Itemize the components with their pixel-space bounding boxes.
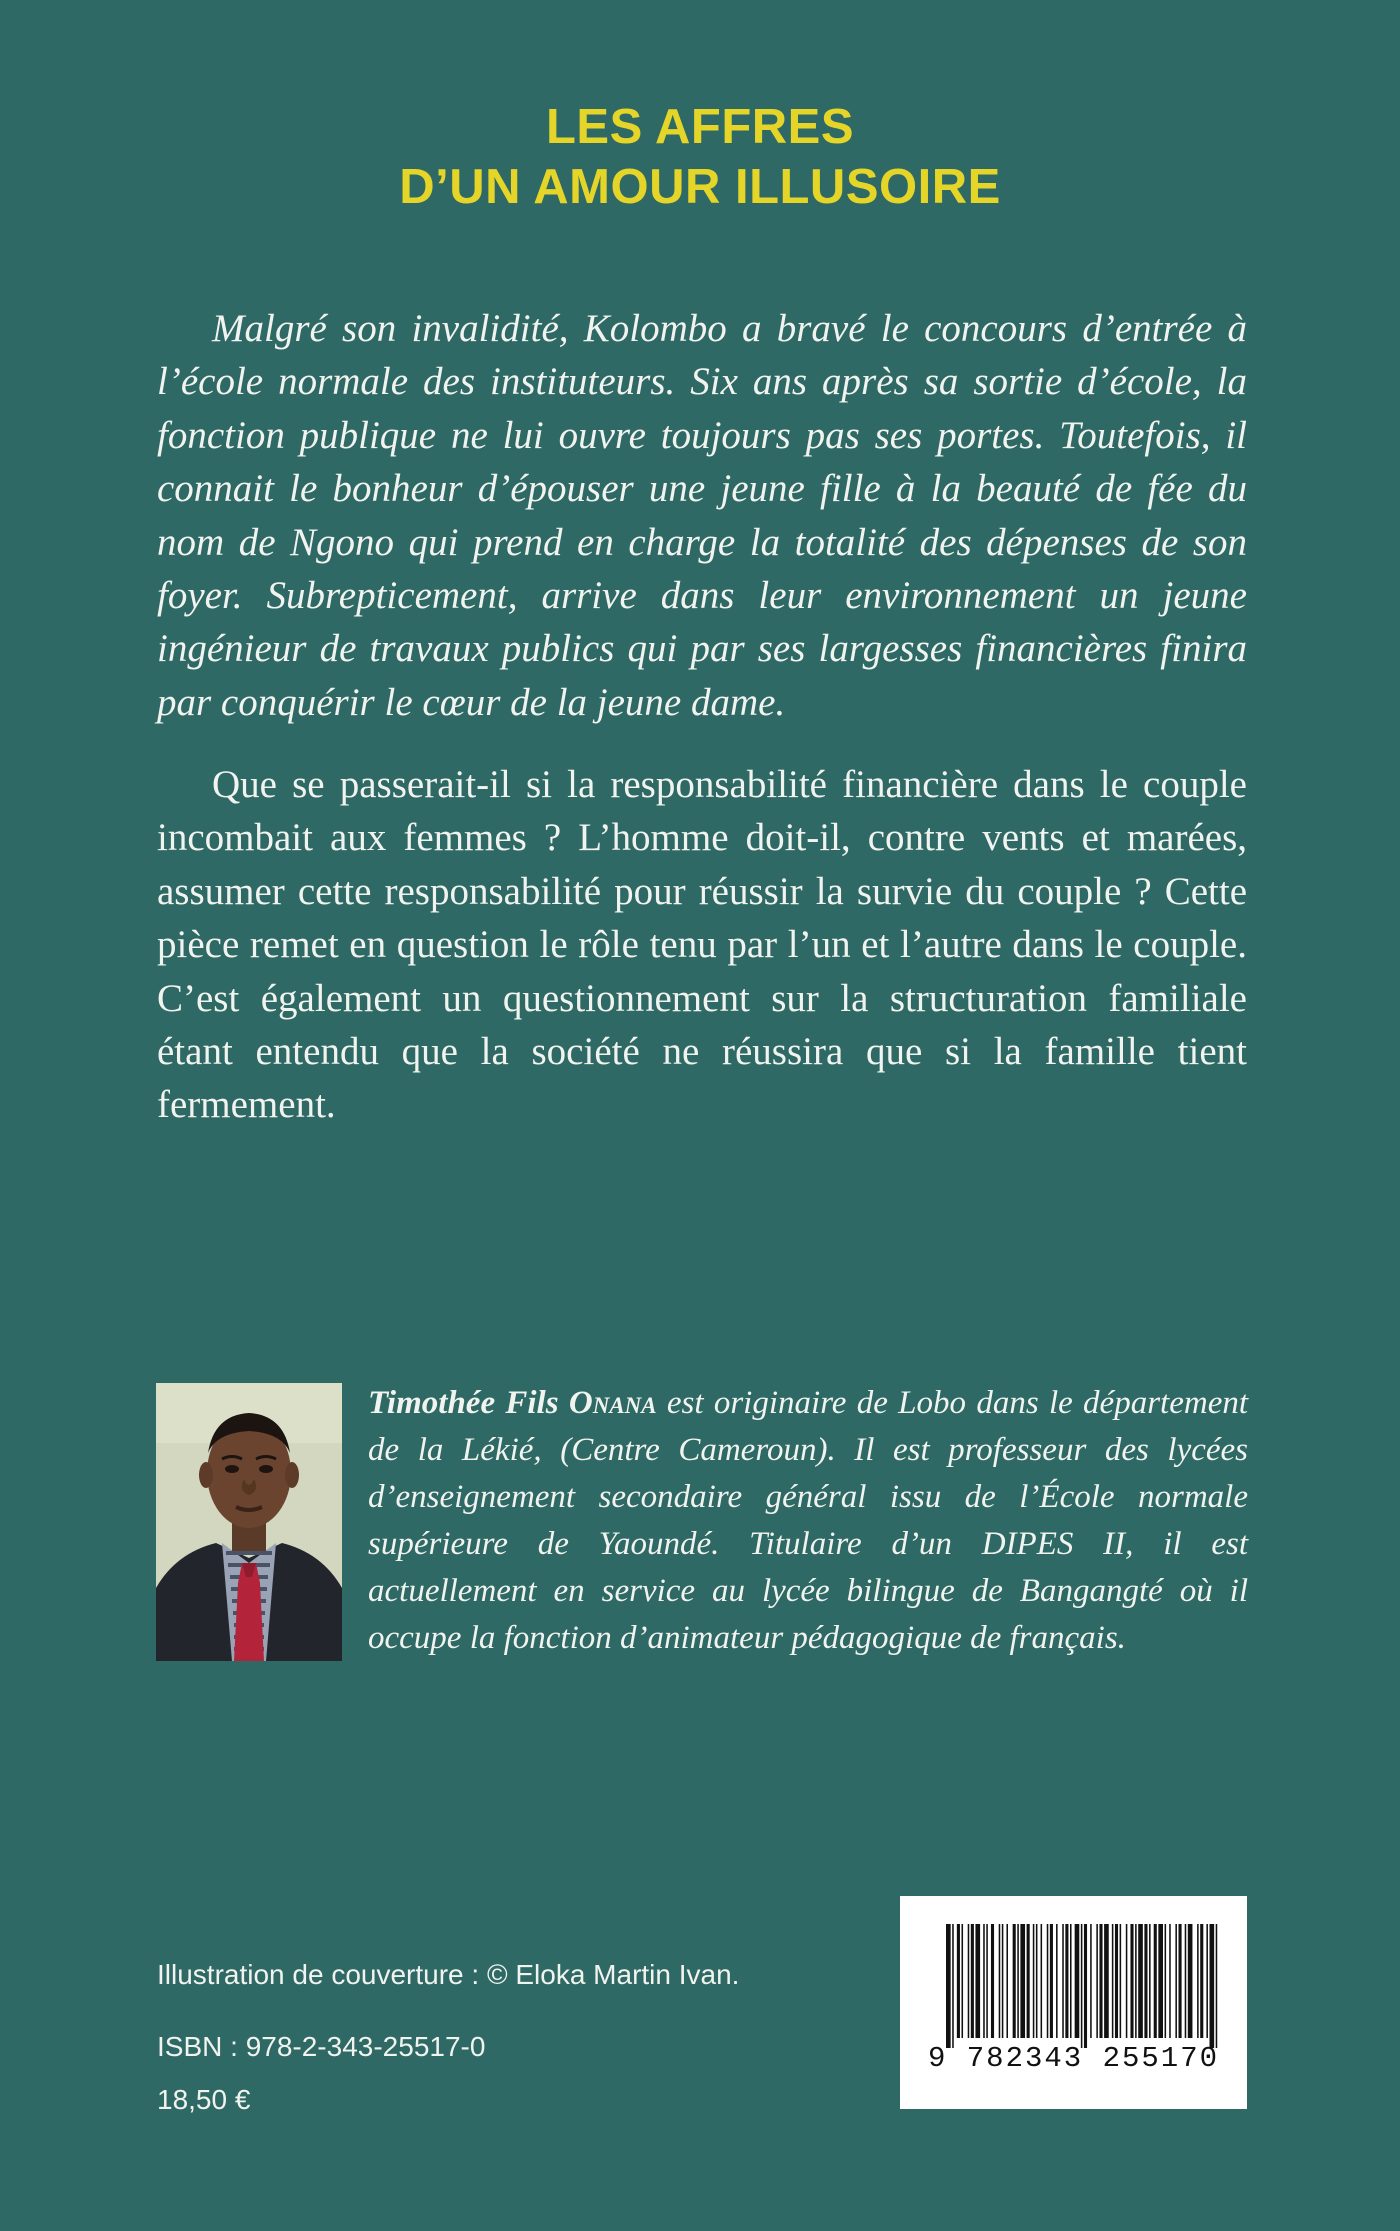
summary-paragraph: Malgré son invalidité, Kolombo a bravé le concours d’entrée à l’école normale des instituteurs. Six ans après sa sortie d’école, la fonction publique ne lui ouvre toujours pas ses portes. Toutefois, il connait le bonheur d’épouser une jeune fille à la beauté de fée du nom de Ngono qui prend en charge la totalité des dépenses de son foyer. Subrepticement, arrive dans leur environnement un jeune ingénieur de travaux publics qui par ses largesses financières finira par conquérir le cœur de la jeune dame. (157, 307, 1247, 724)
barcode-bar (1206, 1924, 1208, 2038)
author-first-names: Timothée Fils (368, 1385, 559, 1421)
book-title (0, 97, 1400, 217)
barcode-bar (1002, 1924, 1004, 2038)
barcode-bar (1036, 1924, 1038, 2038)
barcode-bar (1027, 1924, 1030, 2038)
illustration-credit: Illustration de couverture : © Eloka Martin Ivan. (157, 1959, 740, 1990)
barcode-bar (1047, 1924, 1049, 2038)
barcode-bar (1013, 1924, 1016, 2038)
barcode-bar (1075, 1924, 1080, 2038)
book-title-line-2: D’UN AMOUR ILLUSOIRE (399, 160, 1001, 214)
barcode-bar (1062, 1924, 1064, 2038)
barcode-bar (1144, 1924, 1147, 2038)
barcode-bar (1158, 1924, 1163, 2038)
barcode-bar (1120, 1924, 1122, 2038)
barcode-bar (1149, 1924, 1151, 2038)
barcode-bar (1096, 1924, 1098, 2038)
barcode-bar (1006, 1924, 1008, 2038)
barcode-bar (1056, 1924, 1058, 2038)
barcode-bar (986, 1924, 988, 2038)
barcode-bar (1200, 1924, 1203, 2038)
barcode-bar (952, 1924, 954, 2048)
barcode-bar (1070, 1924, 1072, 2038)
barcode-bar (1130, 1924, 1133, 2038)
author-photo (156, 1383, 342, 1661)
barcode-bar (968, 1924, 970, 2038)
barcode-bar (983, 1924, 985, 2038)
book-title-line-1: LES AFFRES (545, 100, 855, 154)
barcode-bar (1216, 1924, 1218, 2048)
barcode-bar (1138, 1924, 1143, 2038)
barcode-bar (1154, 1924, 1157, 2038)
barcode-bar (1188, 1924, 1193, 2038)
barcode-bar (1115, 1924, 1118, 2038)
barcode-bar (1050, 1924, 1053, 2038)
barcode-bars (900, 1896, 1247, 2109)
barcode-bar (1084, 1924, 1087, 2048)
barcode-bar (1041, 1924, 1043, 2038)
barcode-bar (1135, 1924, 1137, 2038)
question-paragraph: Que se passerait-il si la responsabilité financière dans le couple incombait aux femmes ? L’homme doit-il, contre vents et marées, assumer cette responsabilité pour réussir la survie du couple ? Cette pièce remet en question le rôle tenu par l’un et l’autre dans le couple. C’est également un questionnement sur la structuration familiale étant entendu que la société ne réussira que si la famille tient fermement. (157, 763, 1247, 1127)
barcode-bar (1169, 1924, 1171, 2038)
isbn-number: ISBN : 978-2-343-25517-0 (157, 2031, 486, 2062)
barcode-bar (1090, 1924, 1092, 2038)
barcode-bar (1197, 1924, 1199, 2038)
barcode-bar (1112, 1924, 1114, 2038)
barcode-bar (1020, 1924, 1025, 2038)
author-biography (368, 1380, 1248, 1662)
barcode-bar (991, 1924, 994, 2038)
barcode-bar (1104, 1924, 1109, 2038)
author-surname: Onana (568, 1385, 657, 1421)
author-bio-text: est originaire de Lobo dans le département de la Lékié, (Centre Cameroun). Il est professeur des lycées d’enseignement secondaire général issu de l’École normale supérieure de Yaoundé. Titulaire d’un DIPES II, il est actuellement en service au lycée bilingue de Bangangté où il occupe la fonction d’animateur pédagogique de français. (368, 1385, 1249, 1656)
barcode-bar (1210, 1924, 1215, 2048)
barcode-bar (1165, 1924, 1167, 2038)
barcode-bar (1126, 1924, 1128, 2038)
barcode-bar (1065, 1924, 1068, 2038)
barcode-bar (1179, 1924, 1182, 2038)
barcode-bar (1185, 1924, 1187, 2038)
price: 18,50 € (157, 2084, 251, 2115)
barcode (900, 1896, 1247, 2109)
barcode-bar (971, 1924, 974, 2038)
barcode-bar (1033, 1924, 1035, 2038)
barcode-bar (1017, 1924, 1019, 2038)
barcode-number: 9 782343 255170 (927, 2042, 1220, 2075)
barcode-bar (999, 1924, 1001, 2038)
barcode-bar (1081, 1924, 1083, 2048)
barcode-bar (1175, 1924, 1177, 2038)
barcode-bar (1099, 1924, 1102, 2038)
barcode-bar (962, 1924, 964, 2038)
barcode-bar (957, 1924, 960, 2038)
barcode-bar (946, 1924, 951, 2048)
barcode-bar (975, 1924, 980, 2038)
